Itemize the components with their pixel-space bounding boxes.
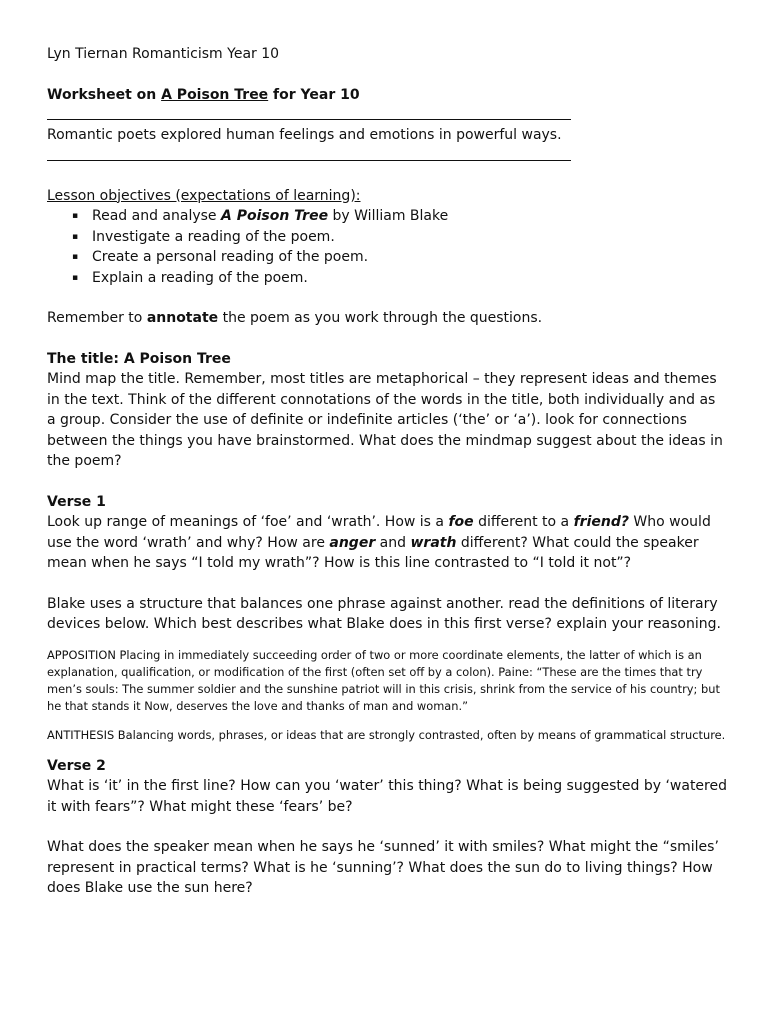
- list-item: ▪ Read and analyse A Poison Tree by William Blake: [72, 206, 728, 227]
- annotate-reminder: Remember to annotate the poem as you work through the questions.: [47, 310, 543, 326]
- verse1-heading: Verse 1: [47, 493, 106, 510]
- objectives-heading: Lesson objectives (expectations of learning):: [47, 187, 361, 204]
- list-item: ▪ Create a personal reading of the poem.: [72, 247, 728, 268]
- verse2-heading: Verse 2: [47, 757, 106, 774]
- divider-line: [47, 105, 728, 125]
- title-section-body: Mind map the title. Remember, most titles are metaphorical – they represent ideas and themes in the text. Think of the different connotations of the words in the title, both individually and as a group. Consider the use of definite or indefinite articles (‘the’ or ‘a’). look for connections between the things you have brainstormed. What does the mindmap suggest about the ideas in the poem?: [47, 371, 723, 469]
- document-header: Lyn Tiernan Romanticism Year 10: [47, 46, 280, 62]
- antithesis-definition: ANTITHESIS Balancing words, phrases, or ideas that are strongly contrasted, often by means of grammatical structure.: [47, 727, 726, 742]
- verse1-questions: Look up range of meanings of ‘foe’ and ‘wrath’. How is a foe different to a friend? Who would use the word ‘wrath’ and why? How are anger and wrath different? What could the speaker mean when he says “I told my wrath”? How is this line contrasted to “I told it not”?: [47, 514, 711, 571]
- worksheet-title: Worksheet on A Poison Tree for Year 10: [47, 86, 360, 103]
- bullet-icon: ▪: [72, 252, 79, 262]
- verse2-questions-2: What does the speaker mean when he says he ‘sunned’ it with smiles? What might the “smiles’ represent in practical terms? What is he ‘sunning’? What does the sun do to living things? How does Blake use the sun here?: [47, 839, 719, 896]
- list-item: ▪ Explain a reading of the poem.: [72, 268, 728, 289]
- title-section-heading: The title: A Poison Tree: [47, 350, 231, 367]
- bullet-icon: ▪: [72, 272, 79, 283]
- verse1-structure-question: Blake uses a structure that balances one phrase against another. read the definitions of literary devices below. Which best describes what Blake does in this first verse? explain your reasoning.: [47, 595, 721, 632]
- intro-text: Romantic poets explored human feelings and emotions in powerful ways.: [47, 127, 562, 143]
- objectives-list: [47, 206, 728, 288]
- divider-line: [47, 146, 728, 166]
- poem-title-link: A Poison Tree: [161, 86, 269, 103]
- apposition-definition: APPOSITION Placing in immediately succeeding order of two or more coordinate elements, the latter of which is an explanation, qualification, or modification of the first (often set off by a colon). Paine: “These are the times that try men’s souls: The summer soldier and the sunshine patriot will in this crisis, shrink from the service of his country; but he that stands it Now, deserves the love and thanks of man and woman.”: [47, 647, 720, 713]
- bullet-icon: ▪: [72, 211, 79, 221]
- bullet-icon: ▪: [72, 231, 79, 242]
- verse2-questions-1: What is ‘it’ in the first line? How can you ‘water’ this thing? What is being suggested by ‘watered it with fears”? What might these ‘fears’ be?: [47, 778, 727, 815]
- list-item: ▪ Investigate a reading of the poem.: [72, 227, 728, 248]
